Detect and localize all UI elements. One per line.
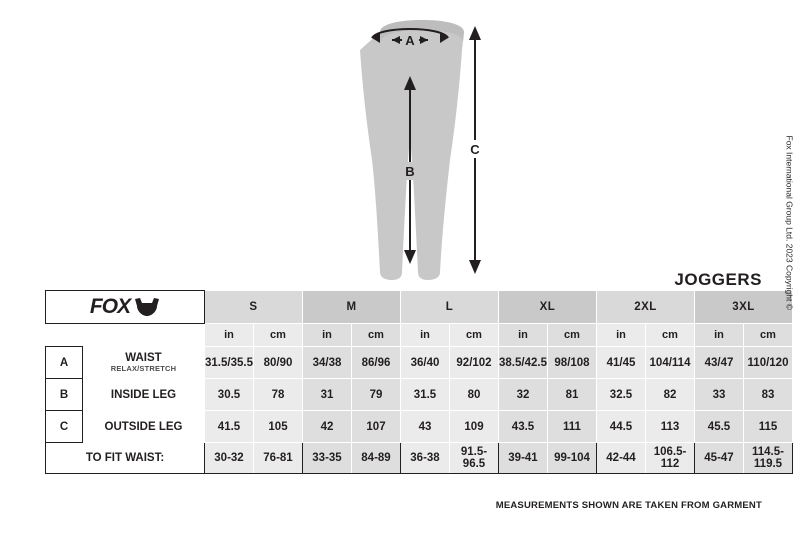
- cell-b-l-cm: 80: [450, 379, 499, 411]
- measure-b-arrowhead-bottom: [404, 250, 416, 264]
- unit-l-in: in: [401, 324, 450, 347]
- fit-2xl-cm: 106.5-112: [646, 443, 695, 474]
- cell-c-xl-cm: 111: [548, 411, 597, 443]
- label-c: C: [470, 142, 480, 157]
- table-header-row: [46, 291, 793, 324]
- row-label-inside-leg-main: INSIDE LEG: [110, 388, 177, 401]
- page-title: JOGGERS: [674, 270, 762, 289]
- cell-b-l-in: 31.5: [401, 379, 450, 411]
- cell-b-2xl-cm: 82: [646, 379, 695, 411]
- brand-logo-cell: [46, 291, 205, 324]
- cell-c-s-cm: 105: [254, 411, 303, 443]
- size-header-3xl: 3XL: [695, 291, 793, 324]
- fit-m-cm: 84-89: [352, 443, 401, 474]
- cell-a-2xl-in: 41/45: [597, 347, 646, 379]
- cell-c-m-cm: 107: [352, 411, 401, 443]
- unit-xl-cm: cm: [548, 324, 597, 347]
- size-header-s: S: [205, 291, 303, 324]
- joggers-shape: [360, 20, 464, 280]
- table-row: [46, 347, 793, 379]
- unit-3xl-in: in: [695, 324, 744, 347]
- row-label-waist-main: WAIST: [125, 352, 162, 364]
- cell-a-m-cm: 86/96: [352, 347, 401, 379]
- unit-m-cm: cm: [352, 324, 401, 347]
- cell-b-3xl-in: 33: [695, 379, 744, 411]
- fit-xl-in: 39-41: [499, 443, 548, 474]
- fit-l-cm: 91.5-96.5: [450, 443, 499, 474]
- cell-b-s-cm: 78: [254, 379, 303, 411]
- label-b: B: [405, 164, 415, 179]
- table-row: [46, 411, 793, 443]
- unit-xl-in: in: [499, 324, 548, 347]
- row-label-waist: [83, 347, 205, 379]
- cell-c-2xl-cm: 113: [646, 411, 695, 443]
- cell-a-s-cm: 80/90: [254, 347, 303, 379]
- copyright-text: Fox International Group Ltd. 2023 Copyright ©: [784, 135, 794, 310]
- cell-c-s-in: 41.5: [205, 411, 254, 443]
- cell-c-l-in: 43: [401, 411, 450, 443]
- unit-2xl-cm: cm: [646, 324, 695, 347]
- cell-b-3xl-cm: 83: [744, 379, 793, 411]
- cell-a-xl-in: 38.5/42.5: [499, 347, 548, 379]
- cell-c-m-in: 42: [303, 411, 352, 443]
- row-label-outside-leg: [83, 411, 205, 443]
- measurements-footnote: MEASUREMENTS SHOWN ARE TAKEN FROM GARMENT: [495, 500, 762, 511]
- cell-c-l-cm: 109: [450, 411, 499, 443]
- row-letter-a: A: [46, 347, 83, 379]
- cell-b-xl-in: 32: [499, 379, 548, 411]
- unit-3xl-cm: cm: [744, 324, 793, 347]
- row-label-waist-sub: RELAX/STRETCH: [110, 364, 177, 373]
- cell-c-xl-in: 43.5: [499, 411, 548, 443]
- cell-a-s-in: 31.5/35.5: [205, 347, 254, 379]
- row-letter-c: C: [46, 411, 83, 443]
- size-header-2xl: 2XL: [597, 291, 695, 324]
- size-chart-table: [45, 290, 793, 474]
- size-header-m: M: [303, 291, 401, 324]
- fit-s-cm: 76-81: [254, 443, 303, 474]
- fit-2xl-in: 42-44: [597, 443, 646, 474]
- cell-a-3xl-in: 43/47: [695, 347, 744, 379]
- cell-c-3xl-cm: 115: [744, 411, 793, 443]
- fit-xl-cm: 99-104: [548, 443, 597, 474]
- table-row: [46, 379, 793, 411]
- to-fit-waist-row: [46, 443, 793, 474]
- unit-m-in: in: [303, 324, 352, 347]
- cell-c-2xl-in: 44.5: [597, 411, 646, 443]
- joggers-illustration: [300, 10, 520, 290]
- cell-a-xl-cm: 98/108: [548, 347, 597, 379]
- fit-3xl-cm: 114.5-119.5: [744, 443, 793, 474]
- joggers-diagram: [300, 10, 520, 290]
- cell-a-m-in: 34/38: [303, 347, 352, 379]
- fit-3xl-in: 45-47: [695, 443, 744, 474]
- cell-b-m-cm: 79: [352, 379, 401, 411]
- fit-s-in: 30-32: [205, 443, 254, 474]
- fit-m-in: 33-35: [303, 443, 352, 474]
- cell-b-s-in: 30.5: [205, 379, 254, 411]
- table-units-row: [46, 324, 793, 347]
- cell-b-xl-cm: 81: [548, 379, 597, 411]
- row-letter-b: B: [46, 379, 83, 411]
- to-fit-waist-label: TO FIT WAIST:: [46, 443, 205, 474]
- units-blank: [46, 324, 205, 347]
- cell-c-3xl-in: 45.5: [695, 411, 744, 443]
- unit-2xl-in: in: [597, 324, 646, 347]
- cell-a-l-in: 36/40: [401, 347, 450, 379]
- unit-s-cm: cm: [254, 324, 303, 347]
- fox-head-icon: [134, 297, 160, 317]
- unit-s-in: in: [205, 324, 254, 347]
- row-label-inside-leg: [83, 379, 205, 411]
- row-label-outside-leg-main: OUTSIDE LEG: [104, 420, 183, 433]
- size-header-xl: XL: [499, 291, 597, 324]
- cell-a-3xl-cm: 110/120: [744, 347, 793, 379]
- label-a: A: [405, 33, 415, 48]
- size-header-l: L: [401, 291, 499, 324]
- cell-a-2xl-cm: 104/114: [646, 347, 695, 379]
- cell-b-m-in: 31: [303, 379, 352, 411]
- cell-b-2xl-in: 32.5: [597, 379, 646, 411]
- measure-c-arrowhead-bottom: [469, 260, 481, 274]
- fit-l-in: 36-38: [401, 443, 450, 474]
- cell-a-l-cm: 92/102: [450, 347, 499, 379]
- brand-logo-text: FOX: [89, 295, 131, 318]
- measure-c-arrowhead-top: [469, 26, 481, 40]
- unit-l-cm: cm: [450, 324, 499, 347]
